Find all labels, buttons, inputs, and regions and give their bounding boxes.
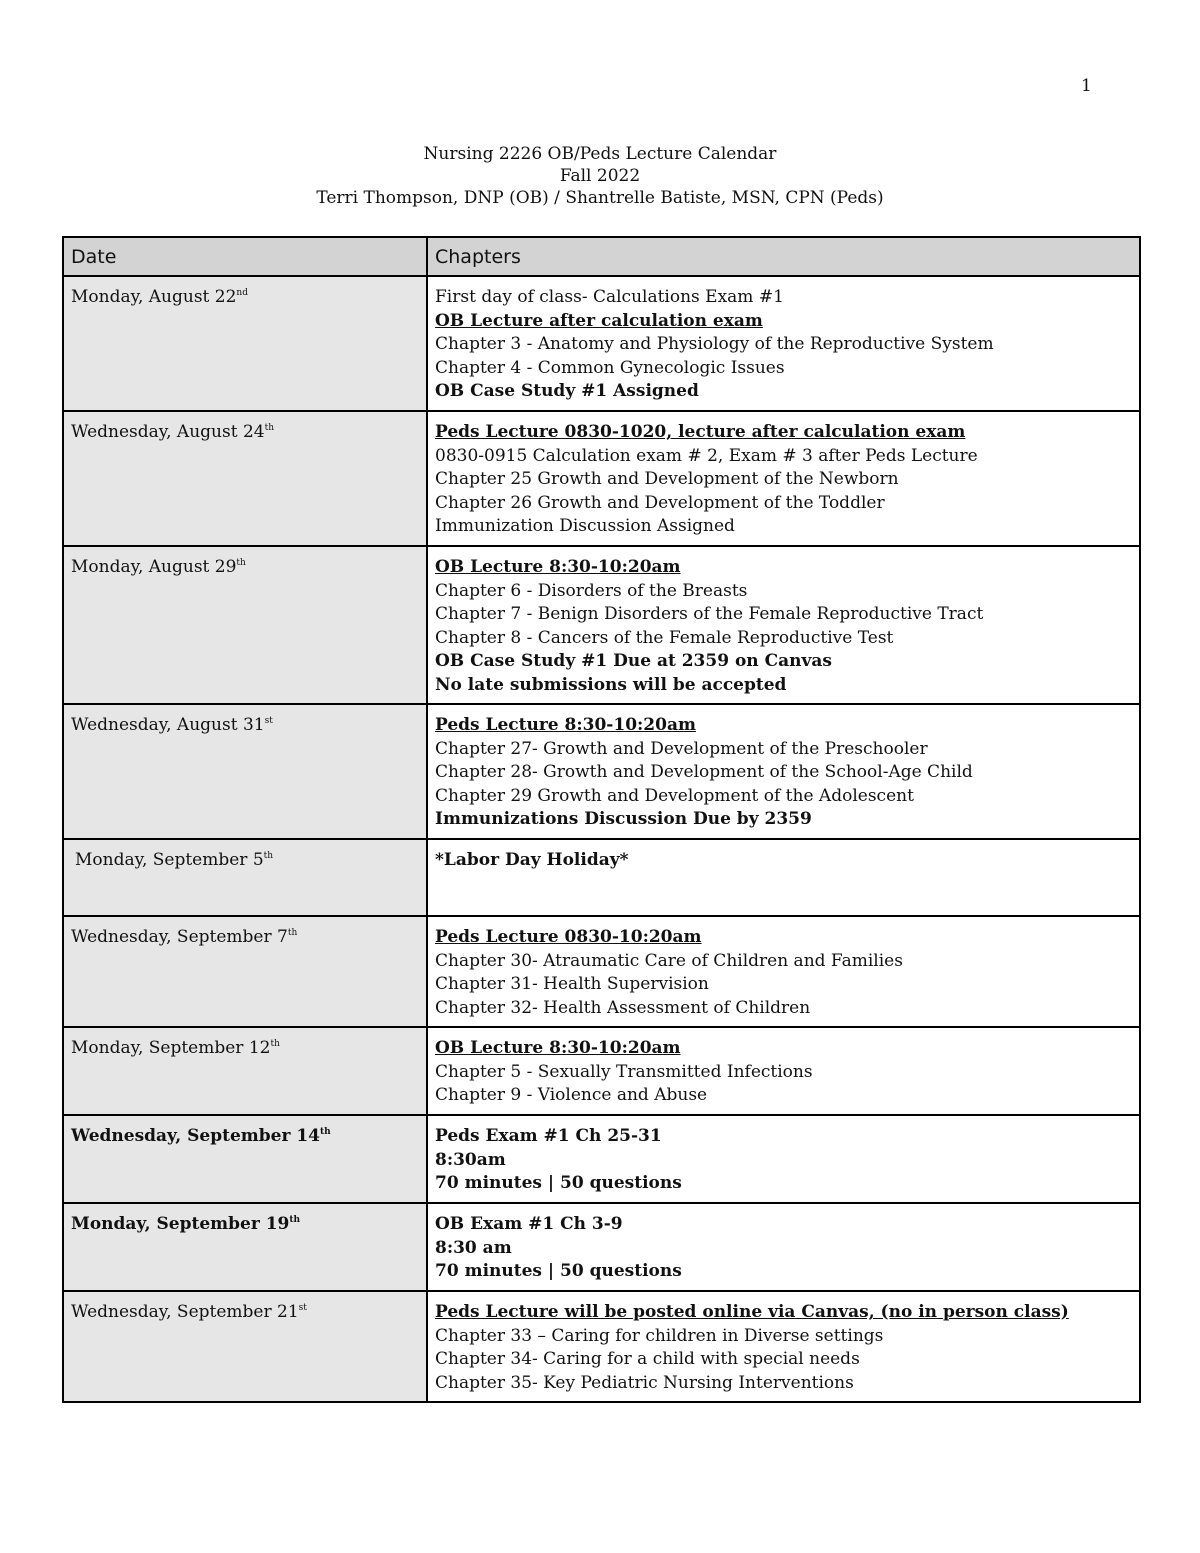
date-text: Wednesday, August 31 (71, 715, 265, 735)
date-text: Monday, August 29 (71, 557, 237, 577)
date-suffix: th (270, 1039, 280, 1049)
chapter-line: No late submissions will be accepted (435, 674, 787, 695)
chapter-line: Chapter 34- Caring for a child with special needs (435, 1349, 860, 1369)
lecture-calendar-table (62, 236, 1141, 1403)
row-date (63, 916, 427, 1027)
row-chapters (427, 1291, 1140, 1402)
row-date (63, 411, 427, 546)
table-row (63, 546, 1140, 704)
table-row (63, 704, 1140, 839)
chapter-line: 0830-0915 Calculation exam # 2, Exam # 3 after Peds Lecture (435, 445, 978, 466)
table-row (63, 276, 1140, 411)
page-number: 1 (1081, 76, 1092, 96)
date-suffix: th (287, 928, 298, 938)
row-date (63, 1027, 427, 1115)
row-chapters (427, 1115, 1140, 1203)
date-text: Wednesday, August 24 (71, 422, 265, 442)
document-header (0, 143, 1200, 209)
row-date (63, 1291, 427, 1402)
instructors: Terri Thompson, DNP (OB) / Shantrelle Batiste, MSN, CPN (Peds) (316, 188, 884, 208)
chapter-line: Chapter 27- Growth and Development of the Preschooler (435, 738, 928, 759)
chapter-line: Chapter 7 - Benign Disorders of the Female Reproductive Tract (435, 604, 984, 624)
date-text: Wednesday, September 21 (71, 1302, 299, 1322)
table-header-row (63, 237, 1140, 276)
chapter-line: Peds Lecture 0830-10:20am (435, 927, 702, 947)
date-column-header: Date (63, 237, 427, 276)
chapter-line: Peds Lecture 8:30-10:20am (435, 715, 696, 735)
table-row (63, 1115, 1140, 1203)
chapter-line: Chapter 29 Growth and Development of the Adolescent (435, 785, 914, 806)
date-text: Wednesday, September 14 (71, 1126, 321, 1146)
date-suffix: st (264, 716, 273, 726)
row-chapters (427, 411, 1140, 546)
date-text: Monday, September 5 (75, 850, 264, 870)
date-suffix: st (298, 1303, 307, 1313)
chapter-line: First day of class- Calculations Exam #1 (435, 287, 784, 307)
row-date (63, 1203, 427, 1291)
chapter-line: *Labor Day Holiday* (435, 850, 629, 870)
date-text: Monday, August 22 (71, 287, 237, 307)
row-date (63, 1115, 427, 1203)
chapter-line: OB Case Study #1 Due at 2359 on Canvas (435, 651, 832, 671)
row-chapters (427, 276, 1140, 411)
chapter-line: Immunizations Discussion Due by 2359 (435, 809, 812, 829)
chapter-line: Chapter 30- Atraumatic Care of Children and Families (435, 950, 903, 971)
table-row (63, 411, 1140, 546)
row-chapters (427, 916, 1140, 1027)
chapter-line: Chapter 33 – Caring for children in Diverse settings (435, 1325, 884, 1346)
chapter-line: Chapter 5 - Sexually Transmitted Infections (435, 1061, 813, 1082)
chapter-line: Chapter 25 Growth and Development of the Newborn (435, 469, 899, 489)
chapter-line: 8:30 am (435, 1237, 512, 1258)
date-text: Wednesday, September 7 (71, 927, 288, 947)
chapter-line: Chapter 8 - Cancers of the Female Reproductive Test (435, 627, 894, 648)
chapter-line: Peds Lecture 0830-1020, lecture after calculation exam (435, 422, 966, 442)
row-chapters (427, 704, 1140, 839)
row-date (63, 276, 427, 411)
row-date (63, 839, 427, 916)
chapter-line: Peds Exam #1 Ch 25-31 (435, 1126, 662, 1146)
term: Fall 2022 (559, 166, 641, 186)
chapter-line: OB Exam #1 Ch 3-9 (435, 1214, 623, 1234)
table-row (63, 839, 1140, 916)
row-chapters (427, 546, 1140, 704)
chapter-line: Chapter 4 - Common Gynecologic Issues (435, 357, 785, 378)
chapter-line: Chapter 32- Health Assessment of Children (435, 997, 811, 1018)
table-row (63, 1203, 1140, 1291)
chapter-line: OB Lecture 8:30-10:20am (435, 1038, 681, 1058)
date-suffix: th (236, 558, 246, 568)
chapter-line: Chapter 31- Health Supervision (435, 974, 709, 994)
chapter-line: OB Case Study #1 Assigned (435, 381, 699, 401)
date-suffix: th (263, 851, 274, 861)
table-row (63, 1027, 1140, 1115)
row-date (63, 704, 427, 839)
row-chapters (427, 1203, 1140, 1291)
row-chapters (427, 839, 1140, 916)
date-suffix: th (289, 1215, 301, 1225)
chapter-line: OB Lecture after calculation exam (435, 310, 763, 331)
table-row (63, 916, 1140, 1027)
date-text: Monday, September 12 (71, 1038, 271, 1058)
table-row (63, 1291, 1140, 1402)
chapter-line: Chapter 26 Growth and Development of the Toddler (435, 492, 885, 513)
row-chapters (427, 1027, 1140, 1115)
calendar-title: Nursing 2226 OB/Peds Lecture Calendar (423, 144, 777, 164)
chapters-column-header: Chapters (427, 237, 1140, 276)
date-text: Monday, September 19 (71, 1214, 290, 1234)
chapter-line: Peds Lecture will be posted online via Canvas, (no in person class) (435, 1302, 1069, 1322)
chapter-line: Chapter 9 - Violence and Abuse (435, 1085, 708, 1105)
date-suffix: th (320, 1127, 331, 1137)
chapter-line: Chapter 35- Key Pediatric Nursing Interventions (435, 1372, 854, 1393)
chapter-line: Immunization Discussion Assigned (435, 516, 735, 536)
chapter-line: 70 minutes | 50 questions (435, 1173, 682, 1193)
chapter-line: 8:30am (435, 1149, 506, 1170)
date-suffix: nd (236, 288, 248, 298)
date-suffix: th (264, 423, 275, 433)
chapter-line: OB Lecture 8:30-10:20am (435, 557, 681, 577)
chapter-line: Chapter 3 - Anatomy and Physiology of the Reproductive System (435, 334, 994, 354)
chapter-line: 70 minutes | 50 questions (435, 1261, 682, 1281)
chapter-line: Chapter 6 - Disorders of the Breasts (435, 580, 748, 601)
row-date (63, 546, 427, 704)
chapter-line: Chapter 28- Growth and Development of the School-Age Child (435, 762, 973, 782)
